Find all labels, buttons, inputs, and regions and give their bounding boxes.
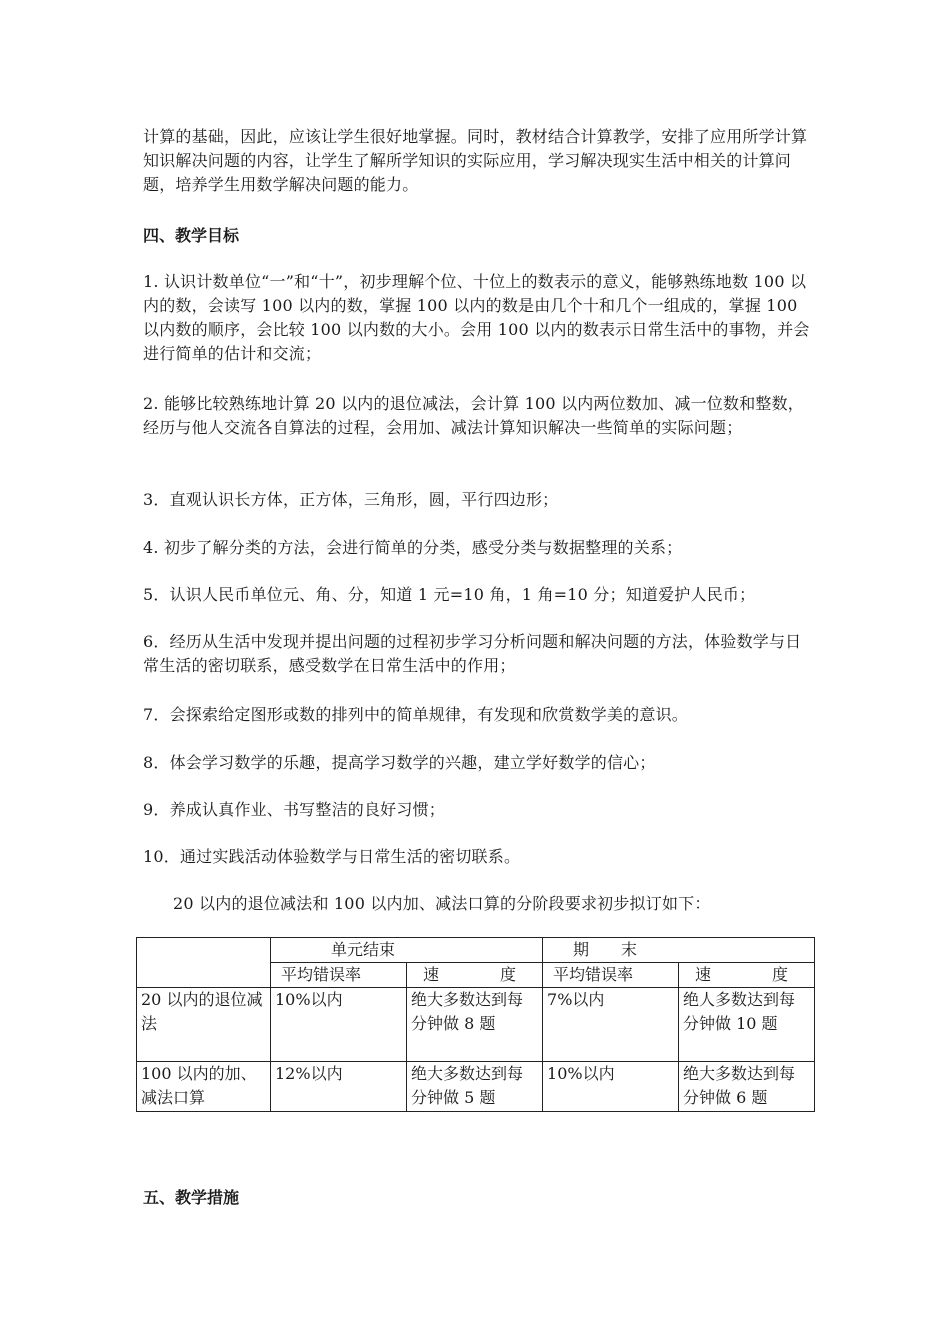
unit-error-cell: 10%以内	[271, 988, 407, 1062]
header-empty-cell	[137, 938, 271, 988]
goal-item-3: 3．直观认识长方体，正方体，三角形，圆，平行四边形；	[143, 490, 559, 509]
header-term-error-rate: 平均错误率	[543, 963, 679, 988]
unit-error-cell: 12%以内	[271, 1062, 407, 1112]
header-term-end: 期 末	[543, 938, 815, 963]
table-row	[137, 988, 815, 1062]
row-label: 20 以内的退位减法	[137, 988, 271, 1062]
term-speed-cell: 绝大多数达到每分钟做 6 题	[679, 1062, 815, 1112]
goal-item-1: 1. 认识计数单位“一”和“十”，初步理解个位、十位上的数表示的意义，能够熟练地数 100 以内的数，会读写 100 以内的数，掌握 100 以内的数是由几个十和几个一组成的，掌握 100 以内数的顺序，会比较 100 以内数的大小。会用 100 以内的数表示日常生活中的事物，并会进行简单的估计和交流；	[143, 272, 810, 363]
header-unit-end: 单元结束	[271, 938, 543, 963]
goal-item-10: 10．通过实践活动体验数学与日常生活的密切联系。	[143, 847, 521, 866]
header-term-speed: 速度	[679, 963, 815, 988]
section-4-heading: 四、教学目标	[143, 226, 240, 245]
term-error-cell: 7%以内	[543, 988, 679, 1062]
header-unit-error-rate: 平均错误率	[271, 963, 407, 988]
intro-paragraph: 计算的基础，因此，应该让学生很好地掌握。同时，教材结合计算教学，安排了应用所学计算知识解决问题的内容，让学生了解所学知识的实际应用，学习解决现实生活中相关的计算问题，培养学生用数学解决问题的能力。	[143, 127, 808, 194]
unit-speed-cell: 绝大多数达到每分钟做 8 题	[407, 988, 543, 1062]
goal-item-5: 5．认识人民币单位元、角、分，知道 1 元=10 角，1 角=10 分；知道爱护人民币；	[143, 585, 756, 604]
table-header-row-1	[137, 938, 815, 963]
goal-item-8: 8．体会学习数学的乐趣，提高学习数学的兴趣，建立学好数学的信心；	[143, 753, 656, 772]
row-label: 100 以内的加、减法口算	[137, 1062, 271, 1112]
goal-item-7: 7．会探索给定图形或数的排列中的简单规律，有发现和欣赏数学美的意识。	[143, 705, 688, 724]
term-speed-cell: 绝人多数达到每分钟做 10 题	[679, 988, 815, 1062]
goal-item-4: 4. 初步了解分类的方法，会进行简单的分类，感受分类与数据整理的关系；	[143, 538, 683, 557]
goal-item-6: 6．经历从生活中发现并提出问题的过程初步学习分析问题和解决问题的方法，体验数学与日常生活的密切联系，感受数学在日常生活中的作用；	[143, 632, 802, 675]
table-intro: 20 以内的退位减法和 100 以内加、减法口算的分阶段要求初步拟订如下：	[173, 894, 711, 913]
term-error-cell: 10%以内	[543, 1062, 679, 1112]
goal-item-2: 2. 能够比较熟练地计算 20 以内的退位减法，会计算 100 以内两位数加、减一位数和整数，经历与他人交流各自算法的过程，会用加、减法计算知识解决一些简单的实际问题；	[143, 394, 804, 437]
unit-speed-cell: 绝大多数达到每分钟做 5 题	[407, 1062, 543, 1112]
table-row	[137, 1062, 815, 1112]
header-unit-speed: 速度	[407, 963, 543, 988]
goal-item-9: 9．养成认真作业、书写整洁的良好习惯；	[143, 800, 445, 819]
requirements-table	[136, 937, 815, 1112]
section-5-heading: 五、教学措施	[143, 1188, 240, 1207]
